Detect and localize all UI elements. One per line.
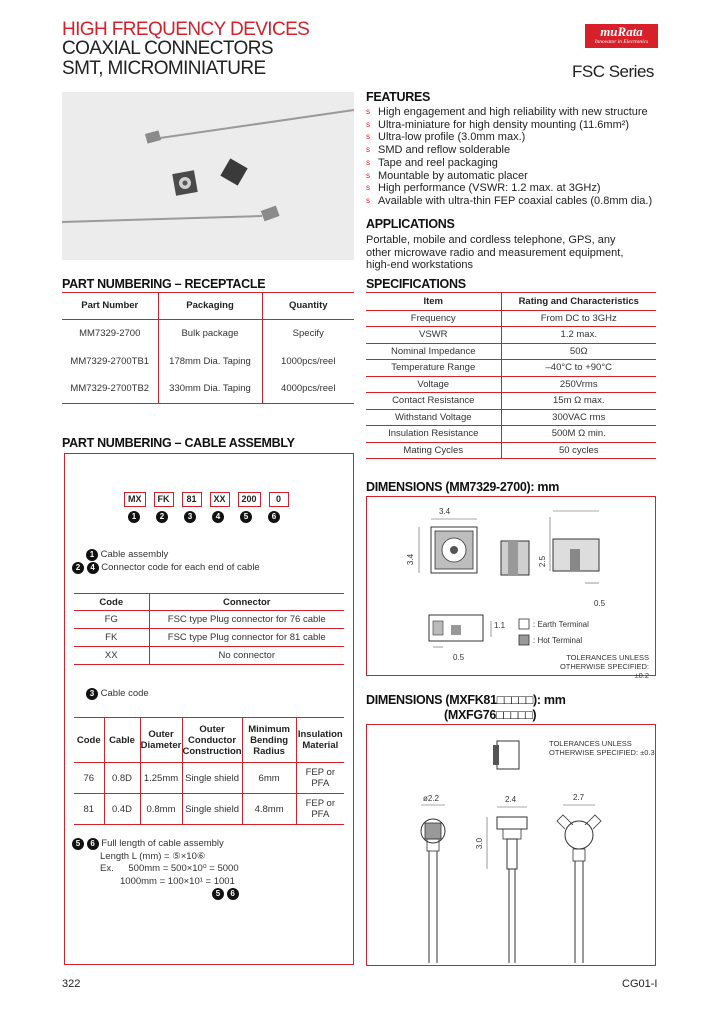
feature-item: s Ultra-miniature for high density mounting (11.6mm²) <box>366 119 666 132</box>
header-line3: SMT, MICROMINIATURE <box>62 58 266 79</box>
cable-conductor: Single shield <box>182 763 242 794</box>
specifications-title: SPECIFICATIONS <box>366 277 466 291</box>
code-part-box: 200 <box>238 492 261 507</box>
note-number: 6 <box>227 888 239 900</box>
logo-text: muRata <box>600 24 643 39</box>
product-photo <box>62 92 354 260</box>
spec-row <box>366 343 656 360</box>
code-part-number: 1 <box>128 511 140 523</box>
spec-item: Frequency <box>366 310 501 327</box>
connector-row <box>74 647 344 665</box>
receptacle-row <box>62 347 354 375</box>
connector-row <box>74 611 344 629</box>
spec-item: Voltage <box>366 376 501 393</box>
connector-header-connector: Connector <box>223 596 271 608</box>
applications-title: APPLICATIONS <box>366 217 455 231</box>
cable-code: 76 <box>74 763 104 794</box>
code-part-box: FK <box>154 492 174 507</box>
dim-2-4: 2.4 <box>505 795 517 804</box>
receptacle-quantity: 1000pcs/reel <box>281 355 336 367</box>
note-number: 2 <box>72 562 84 574</box>
note-full-length <box>72 838 239 901</box>
spec-item: Insulation Resistance <box>366 426 501 443</box>
feature-item: s Mountable by automatic placer <box>366 170 666 183</box>
cable-header-outer-conductor: Outer Conductor Construction <box>182 718 242 763</box>
tolerance-line: TOLERANCES UNLESS <box>566 653 649 662</box>
note-number: 4 <box>87 562 99 574</box>
spec-value: 50Ω <box>569 345 588 357</box>
cable-conductor: Single shield <box>182 794 242 825</box>
spec-item: Withstand Voltage <box>366 409 501 426</box>
features-title: FEATURES <box>366 90 431 104</box>
cable-code: 81 <box>74 794 104 825</box>
spec-row <box>366 426 656 443</box>
code-part-number: 3 <box>184 511 196 523</box>
code-part-box: 0 <box>269 492 289 507</box>
code-part-number: 5 <box>240 511 252 523</box>
dimensions2-title: DIMENSIONS (MXFK81□□□□□): mm <box>366 693 566 707</box>
code-part-number: 2 <box>156 511 168 523</box>
connector-desc: No connector <box>218 650 275 661</box>
spec-value: –40°C to +90°C <box>545 362 612 374</box>
feature-item: s Ultra-low profile (3.0mm max.) <box>366 131 666 144</box>
connector-table <box>74 593 344 665</box>
cable-table <box>74 717 344 825</box>
example-1: 500mm = 500×10⁰ = 5000 <box>128 863 239 874</box>
dim-2-5: 2.5 <box>538 555 548 568</box>
dimensions2-subtitle: (MXFG76□□□□□) <box>444 708 537 722</box>
dim-3-0: 3.0 <box>475 837 485 850</box>
dimensions1-box <box>366 496 656 680</box>
specifications-table <box>366 293 656 459</box>
example-line-1 <box>72 863 239 876</box>
receptacle-packaging: Bulk package <box>158 319 262 347</box>
applications-text: Portable, mobile and cordless telephone, GPS, any other microwave radio and measurement equipment, high-end workstations <box>366 234 624 271</box>
note-cable-code <box>86 688 149 700</box>
spec-value: 15m Ω max. <box>553 395 605 407</box>
feature-item: s Available with ultra-thin FEP coaxial cables (0.8mm dia.) <box>366 195 666 208</box>
legend-hot: : Hot Terminal <box>533 636 583 645</box>
spec-value: 250Vrms <box>559 378 598 390</box>
features-list <box>366 106 666 208</box>
note-number: 5 <box>72 838 84 850</box>
receptacle-header-quantity: Quantity <box>288 300 328 312</box>
cable-row <box>74 794 344 825</box>
document-code: CG01-I <box>622 978 658 990</box>
dim-2-7: 2.7 <box>573 793 585 802</box>
receptacle-drawing <box>367 497 657 677</box>
spec-item: Contact Resistance <box>366 393 501 410</box>
spec-row <box>366 393 656 410</box>
cable-assembly-drawing <box>367 725 657 967</box>
receptacle-packaging: 178mm Dia. Taping <box>158 347 262 375</box>
receptacle-part-number: MM7329-2700TB1 <box>62 347 158 375</box>
spec-row <box>366 327 656 344</box>
spec-item: Mating Cycles <box>366 442 501 459</box>
spec-row <box>366 442 656 459</box>
length-formula: Length L (mm) = ⑤×10⑥ <box>100 850 206 862</box>
receptacle-quantity: 4000pcs/reel <box>281 383 336 395</box>
spec-value: 500M Ω min. <box>551 428 606 440</box>
note-cable-assembly <box>86 549 168 561</box>
series-title: FSC Series <box>572 62 654 81</box>
dimensions1-title: DIMENSIONS (MM7329-2700): mm <box>366 480 560 494</box>
connector-code: XX <box>74 647 149 665</box>
note-full-length-title <box>72 838 239 851</box>
cable-header-code: Code <box>74 718 104 763</box>
tolerance-line: OTHERWISE SPECIFIED: ±0.2 <box>559 662 649 680</box>
note-number: 1 <box>86 549 98 561</box>
note-text: Full length of cable assembly <box>101 838 224 849</box>
tolerance-note-1 <box>553 653 649 680</box>
cable-type: 0.8D <box>104 763 140 794</box>
logo-tagline: Innovator in Electronics <box>594 39 649 45</box>
note-text: Cable assembly <box>100 549 169 560</box>
spec-row <box>366 360 656 377</box>
note-number: 5 <box>212 888 224 900</box>
spec-value: 1.2 max. <box>560 329 597 341</box>
code-part-number: 4 <box>212 511 224 523</box>
note-text: Connector code for each end of cable <box>101 562 260 573</box>
receptacle-header-part: Part Number <box>62 293 158 319</box>
cable-insulation: FEP or PFA <box>305 767 335 789</box>
receptacle-part-number: MM7329-2700TB2 <box>62 375 158 403</box>
cable-header-bending-radius: Minimum Bending Radius <box>242 718 296 763</box>
receptacle-part-number: MM7329-2700 <box>62 319 158 347</box>
spec-row <box>366 376 656 393</box>
spec-item: VSWR <box>366 327 501 344</box>
cable-outer-diameter: 1.25mm <box>140 763 182 794</box>
receptacle-header-packaging: Packaging <box>158 293 262 319</box>
legend-earth: : Earth Terminal <box>533 620 589 629</box>
feature-item: s Tape and reel packaging <box>366 157 666 170</box>
connector-desc: FSC type Plug connector for 76 cable <box>167 614 326 625</box>
note-connector-code <box>72 562 260 574</box>
cable-outer-diameter: 0.8mm <box>140 794 182 825</box>
receptacle-table <box>62 293 354 404</box>
dim-0-5-bottom: 0.5 <box>453 653 465 662</box>
cable-type: 0.4D <box>104 794 140 825</box>
feature-item: s High engagement and high reliability with new structure <box>366 106 666 119</box>
example-label: Ex. <box>100 863 114 874</box>
cable-header-outer-diameter: Outer Diameter <box>140 718 182 763</box>
dim-dia-2-2: ø2.2 <box>423 794 440 803</box>
spec-value: From DC to 3GHz <box>540 312 617 324</box>
note-number: 6 <box>87 838 99 850</box>
spec-header-rating: Rating and Characteristics <box>518 295 639 307</box>
feature-item: s High performance (VSWR: 1.2 max. at 3GHz) <box>366 182 666 195</box>
dimensions2-box <box>366 724 656 966</box>
connector-code: FG <box>74 611 149 629</box>
spec-header-item: Item <box>366 293 501 310</box>
tolerance-line: TOLERANCES UNLESS <box>549 739 632 748</box>
cable-header-cable: Cable <box>104 718 140 763</box>
code-part-box: XX <box>210 492 230 507</box>
receptacle-row <box>62 319 354 347</box>
spec-value: 50 cycles <box>558 444 599 456</box>
connector-header-code: Code <box>74 594 149 611</box>
dim-3-4-side: 3.4 <box>406 553 416 566</box>
example-2: 1000mm = 100×10¹ = 1001 <box>120 875 235 887</box>
receptacle-packaging: 330mm Dia. Taping <box>158 375 262 403</box>
code-part-box: MX <box>124 492 146 507</box>
spec-item: Nominal Impedance <box>366 343 501 360</box>
note-number: 3 <box>86 688 98 700</box>
connector-desc: FSC type Plug connector for 81 cable <box>167 632 326 643</box>
receptacle-title: PART NUMBERING – RECEPTACLE <box>62 277 266 291</box>
product-photo-illustration <box>62 92 354 260</box>
receptacle-quantity: Specify <box>292 327 324 339</box>
spec-row <box>366 310 656 327</box>
header-line2: COAXIAL CONNECTORS <box>62 38 273 59</box>
dim-0-5-right: 0.5 <box>594 599 606 608</box>
spec-value: 300VAC rms <box>552 411 606 423</box>
cable-header-insulation: Insulation Material <box>297 729 343 751</box>
cable-bending-radius: 4.8mm <box>242 794 296 825</box>
cable-code-example <box>124 492 304 523</box>
cable-insulation: FEP or PFA <box>305 798 335 820</box>
cable-row <box>74 763 344 794</box>
spec-item: Temperature Range <box>366 360 501 377</box>
spec-row <box>366 409 656 426</box>
connector-header-row <box>74 594 344 611</box>
page-number: 322 <box>62 978 81 990</box>
cable-assembly-title: PART NUMBERING – CABLE ASSEMBLY <box>62 436 295 450</box>
tolerance-line: OTHERWISE SPECIFIED: ±0.3 <box>549 748 655 757</box>
dim-1-1: 1.1 <box>494 621 506 630</box>
spec-header-row <box>366 293 656 310</box>
code-numbers-row <box>124 511 304 523</box>
code-parts-row <box>124 492 304 507</box>
cable-bending-radius: 6mm <box>242 763 296 794</box>
receptacle-row <box>62 375 354 403</box>
example-numbers <box>72 888 239 901</box>
note-text: Cable code <box>100 688 149 699</box>
dim-3-4-top: 3.4 <box>439 507 451 516</box>
connector-code: FK <box>74 629 149 647</box>
header-line1: HIGH FREQUENCY DEVICES <box>62 19 310 40</box>
code-part-box: 81 <box>182 492 202 507</box>
murata-logo <box>585 24 658 48</box>
receptacle-header-row <box>62 293 354 319</box>
feature-item: s SMD and reflow solderable <box>366 144 666 157</box>
cable-header-row <box>74 718 344 763</box>
code-part-number: 6 <box>268 511 280 523</box>
connector-row <box>74 629 344 647</box>
tolerance-note-2 <box>549 739 655 757</box>
